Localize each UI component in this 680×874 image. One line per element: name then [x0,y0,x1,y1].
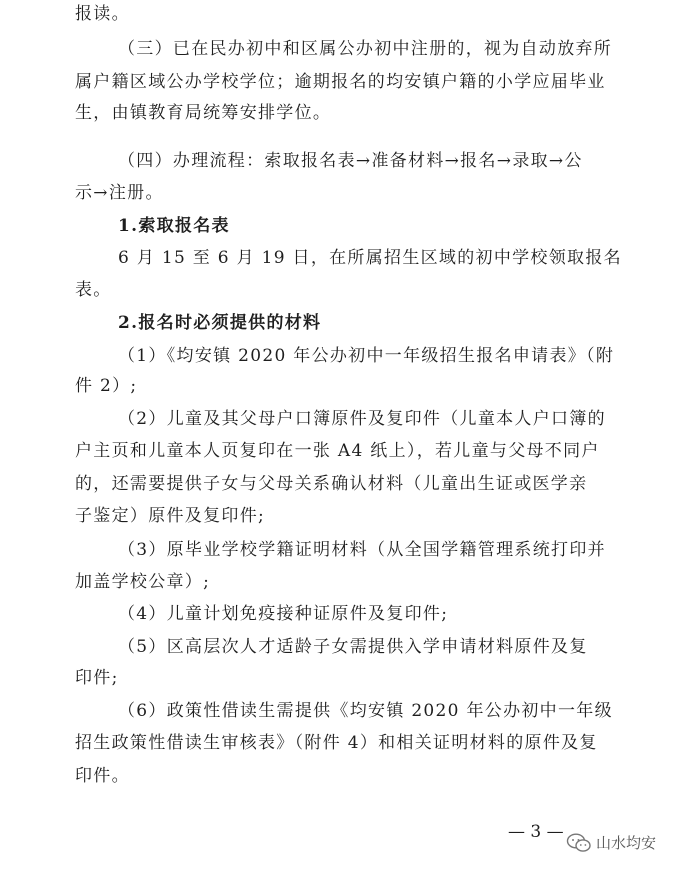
section-heading: 2.报名时必须提供的材料 [118,313,322,333]
text-line: 属户籍区域公办学校学位；逾期报名的均安镇户籍的小学应届毕业 [75,72,606,92]
text-line: 户主页和儿童本人页复印在一张 A4 纸上），若儿童与父母不同户 [75,441,600,461]
text-line: （2）儿童及其父母户口簿原件及复印件（儿童本人户口簿的 [118,409,606,429]
text-line: 生，由镇教育局统筹安排学位。 [75,103,332,123]
text-line: （3）原毕业学校学籍证明材料（从全国学籍管理系统打印并 [118,540,606,560]
text-line: 表。 [75,280,112,300]
wechat-watermark [566,832,656,853]
text-line: （四）办理流程：索取报名表→准备材料→报名→录取→公 [118,151,583,171]
text-line: 报读。 [75,4,130,24]
page-number: — 3 — [508,822,564,842]
section-heading: 1.索取报名表 [118,216,230,236]
text-line: 件 2）; [75,376,138,396]
text-line: （5）区高层次人才适龄子女需提供入学申请材料原件及复 [118,637,588,657]
text-line: 印件; [75,668,119,688]
text-line: 招生政策性借读生审核表》（附件 4）和相关证明材料的原件及复 [75,733,598,753]
text-line: 印件。 [75,766,130,786]
text-line: （4）儿童计划免疫接种证原件及复印件; [118,604,449,624]
text-line: 的，还需要提供子女与父母关系确认材料（儿童出生证或医学亲 [75,474,588,494]
text-line: 子鉴定）原件及复印件; [75,506,266,526]
text-line: 示→注册。 [75,183,164,203]
wechat-icon [566,833,592,853]
text-line: （1）《均安镇 2020 年公办初中一年级招生报名申请表》（附 [118,346,615,366]
text-line: （三）已在民办初中和区属公办初中注册的，视为自动放弃所 [118,39,613,59]
text-line: （6）政策性借读生需提供《均安镇 2020 年公办初中一年级 [118,701,613,721]
text-line: 6 月 15 至 6 月 19 日，在所属招生区域的初中学校领取报名 [118,248,622,268]
watermark-text: 山水均安 [596,834,657,852]
text-line: 加盖学校公章）; [75,572,211,592]
